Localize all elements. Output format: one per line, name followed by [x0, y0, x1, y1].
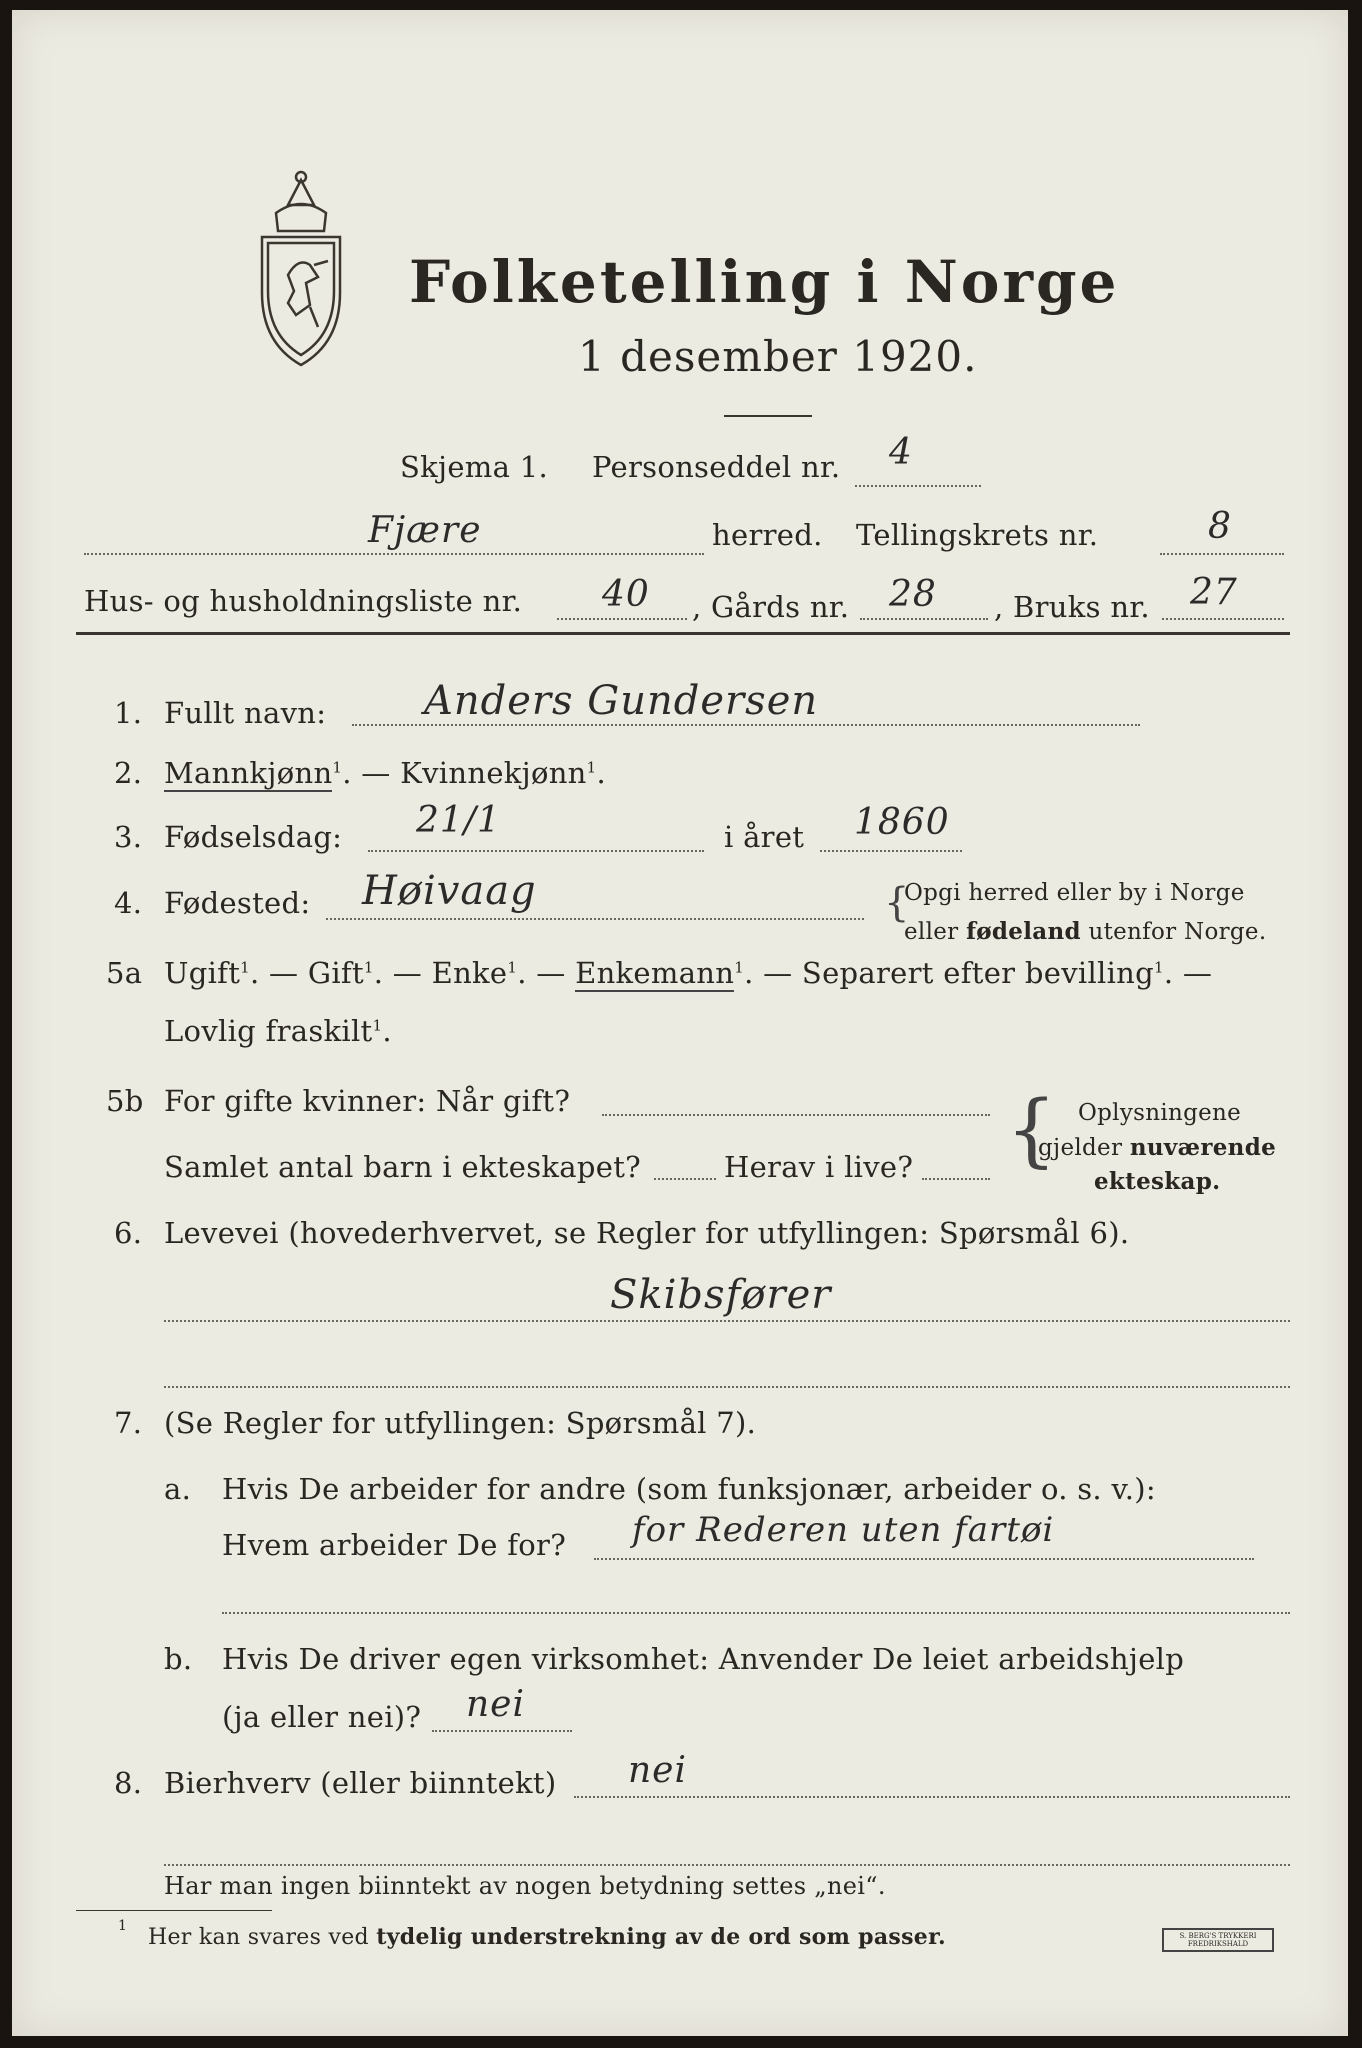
personseddel-value[interactable]: 4: [889, 432, 913, 473]
herred-dots: [84, 553, 704, 555]
q8-dots: [574, 1796, 1290, 1798]
q5a-number: 5a: [106, 956, 143, 990]
q5b-live-dots: [922, 1178, 990, 1180]
bruks-dots: [1162, 618, 1284, 620]
q6-label: Levevei (hovederhvervet, se Regler for utfyllingen: Spørsmål 6).: [164, 1216, 1130, 1250]
q2-number: 2.: [114, 756, 143, 790]
q7b-line-1: Hvis De driver egen virksomhet: Anvender De leiet arbeidshjelp: [222, 1642, 1185, 1676]
q2-kvinne[interactable]: Kvinnekjønn: [400, 756, 587, 790]
printer-stamp: [1162, 1928, 1274, 1952]
footnote-text-b: tydelig understrekning av de ord som passer.: [376, 1924, 946, 1950]
q7a-dots: [594, 1558, 1254, 1560]
q5a-sup-5: 1: [1154, 958, 1164, 977]
footnote-divider: [76, 1910, 272, 1911]
side-income-value[interactable]: nei: [628, 1750, 688, 1791]
q5b-number: 5b: [106, 1084, 144, 1118]
q5a-enke[interactable]: . — Enke: [373, 956, 508, 990]
q6-line-1: [164, 1320, 1290, 1322]
bruks-label: , Bruks nr.: [994, 590, 1150, 624]
herred-value[interactable]: Fjære: [368, 510, 482, 551]
q7b-letter: b.: [164, 1642, 193, 1676]
census-form-page: [12, 10, 1348, 2036]
q2-sup-1: 1: [332, 758, 343, 777]
q5a-enkemann[interactable]: Enkemann: [575, 956, 735, 990]
q2-options: [164, 756, 606, 790]
husliste-dots: [557, 618, 687, 620]
q5b-brace: {: [1006, 1083, 1057, 1176]
birth-year-value[interactable]: 1860: [854, 802, 950, 843]
gards-dots: [860, 618, 988, 620]
skjema-label: Skjema 1.: [400, 450, 548, 484]
q5a-end: . —: [1163, 956, 1213, 990]
q5a-sup-1: 1: [240, 958, 251, 977]
norwegian-coat-of-arms-icon: [248, 165, 354, 375]
husliste-label: Hus- og husholdningsliste nr.: [84, 584, 523, 618]
q3-label: Fødselsdag:: [164, 820, 343, 854]
footnote-mark: 1: [118, 1918, 128, 1934]
birthplace-value[interactable]: Høivaag: [362, 868, 537, 914]
q7a-line-extra: [222, 1612, 1290, 1614]
gards-value[interactable]: 28: [889, 574, 937, 615]
q7a-line-1: Hvis De arbeider for andre (som funksjonær, arbeider o. s. v.):: [222, 1472, 1156, 1506]
q7b-dots: [432, 1730, 572, 1732]
q5a-fraskilt[interactable]: Lovlig fraskilt: [164, 1014, 373, 1048]
q4-note-1: Opgi herred eller by i Norge: [904, 880, 1245, 906]
q4-note-2c: utenfor Norge.: [1088, 919, 1267, 945]
q2-sup-2: 1: [586, 758, 597, 777]
q5b-note-1: Oplysningene: [1078, 1100, 1242, 1126]
q5b-note-2a: gjelder: [1038, 1135, 1123, 1161]
q5b-note-2: [1038, 1134, 1276, 1161]
q4-dots: [326, 918, 864, 920]
q5b-line-1: For gifte kvinner: Når gift?: [164, 1084, 571, 1118]
q3-number: 3.: [114, 820, 143, 854]
q7-number: 7.: [114, 1406, 143, 1440]
q5b-note-3: ekteskap.: [1094, 1168, 1221, 1195]
q5a-line-1: [164, 956, 1212, 990]
title-divider: [724, 415, 812, 417]
full-name-value[interactable]: Anders Gundersen: [424, 678, 819, 724]
q2-end: .: [596, 756, 607, 790]
q5a-sup-6: 1: [372, 1016, 383, 1035]
q6-number: 6.: [114, 1216, 143, 1250]
q8-line-extra: [164, 1864, 1290, 1866]
q4-note-2b: fødeland: [966, 918, 1081, 945]
husliste-value[interactable]: 40: [602, 574, 650, 615]
q2-separator: . —: [342, 756, 391, 790]
q5a-ugift[interactable]: Ugift: [164, 956, 241, 990]
q5b-note-2b: nuværende: [1129, 1134, 1277, 1161]
q1-label: Fullt navn:: [164, 696, 327, 730]
q4-note-2: [904, 918, 1266, 945]
q5b-barn-dots: [654, 1178, 716, 1180]
q7a-letter: a.: [164, 1472, 192, 1506]
q7a-line-2: Hvem arbeider De for?: [222, 1528, 567, 1562]
footnote-text-a: Her kan svares ved: [148, 1925, 369, 1950]
q4-number: 4.: [114, 886, 143, 920]
q5a-separert[interactable]: . — Separert efter bevilling: [744, 956, 1155, 990]
q5a-line-2: [164, 1014, 392, 1048]
q5a-sep: . —: [517, 956, 566, 990]
q6-line-2: [164, 1386, 1290, 1388]
hired-help-value[interactable]: nei: [466, 1684, 526, 1725]
header-divider: [76, 632, 1290, 635]
occupation-value[interactable]: Skibsfører: [610, 1272, 832, 1318]
printer-stamp-1: S. BERG'S TRYKKERI: [1179, 1932, 1257, 1940]
tellingskrets-dots: [1160, 553, 1284, 555]
q5b-line-2a: Samlet antal barn i ekteskapet?: [164, 1150, 641, 1184]
personseddel-label: Personseddel nr.: [592, 450, 841, 484]
form-date: 1 desember 1920.: [578, 332, 978, 381]
q8-label: Bierhverv (eller biinntekt): [164, 1766, 557, 1800]
form-title: Folketelling i Norge: [409, 248, 1120, 316]
q5a-gift[interactable]: . — Gift: [250, 956, 364, 990]
q1-number: 1.: [114, 696, 143, 730]
q4-note-2a: eller: [904, 919, 959, 945]
employer-value[interactable]: for Rederen uten fartøi: [632, 1510, 1055, 1550]
q3-year-label: i året: [724, 820, 805, 854]
q8-note: Har man ingen biinntekt av nogen betydning settes „nei“.: [164, 1872, 886, 1900]
q7-label: (Se Regler for utfyllingen: Spørsmål 7).: [164, 1406, 757, 1440]
footnote-text: [148, 1924, 946, 1950]
q2-mann[interactable]: Mannkjønn: [164, 756, 333, 790]
personseddel-dots: [855, 485, 981, 487]
q5b-line1-dots: [602, 1114, 990, 1116]
q3-dots: [368, 850, 704, 852]
q4-brace: {: [884, 880, 910, 926]
tellingskrets-label: Tellingskrets nr.: [856, 518, 1099, 552]
q5a-line2-end: .: [382, 1014, 392, 1048]
q8-number: 8.: [114, 1766, 143, 1800]
herred-label: herred.: [712, 518, 823, 552]
q1-dots: [352, 724, 1140, 726]
q3-year-dots: [820, 850, 962, 852]
gards-label: , Gårds nr.: [692, 590, 850, 624]
bruks-value[interactable]: 27: [1190, 572, 1238, 613]
q7b-line-2: (ja eller nei)?: [222, 1700, 422, 1734]
q5a-sup-3: 1: [507, 958, 518, 977]
printer-stamp-2: FREDRIKSHALD: [1187, 1940, 1249, 1948]
birthdate-value[interactable]: 21/1: [416, 800, 501, 841]
q4-label: Fødested:: [164, 886, 311, 920]
q5a-sup-4: 1: [734, 958, 745, 977]
q5a-sup-2: 1: [363, 958, 374, 977]
tellingskrets-value[interactable]: 8: [1208, 506, 1232, 547]
q5b-line-2b: Herav i live?: [724, 1150, 914, 1184]
